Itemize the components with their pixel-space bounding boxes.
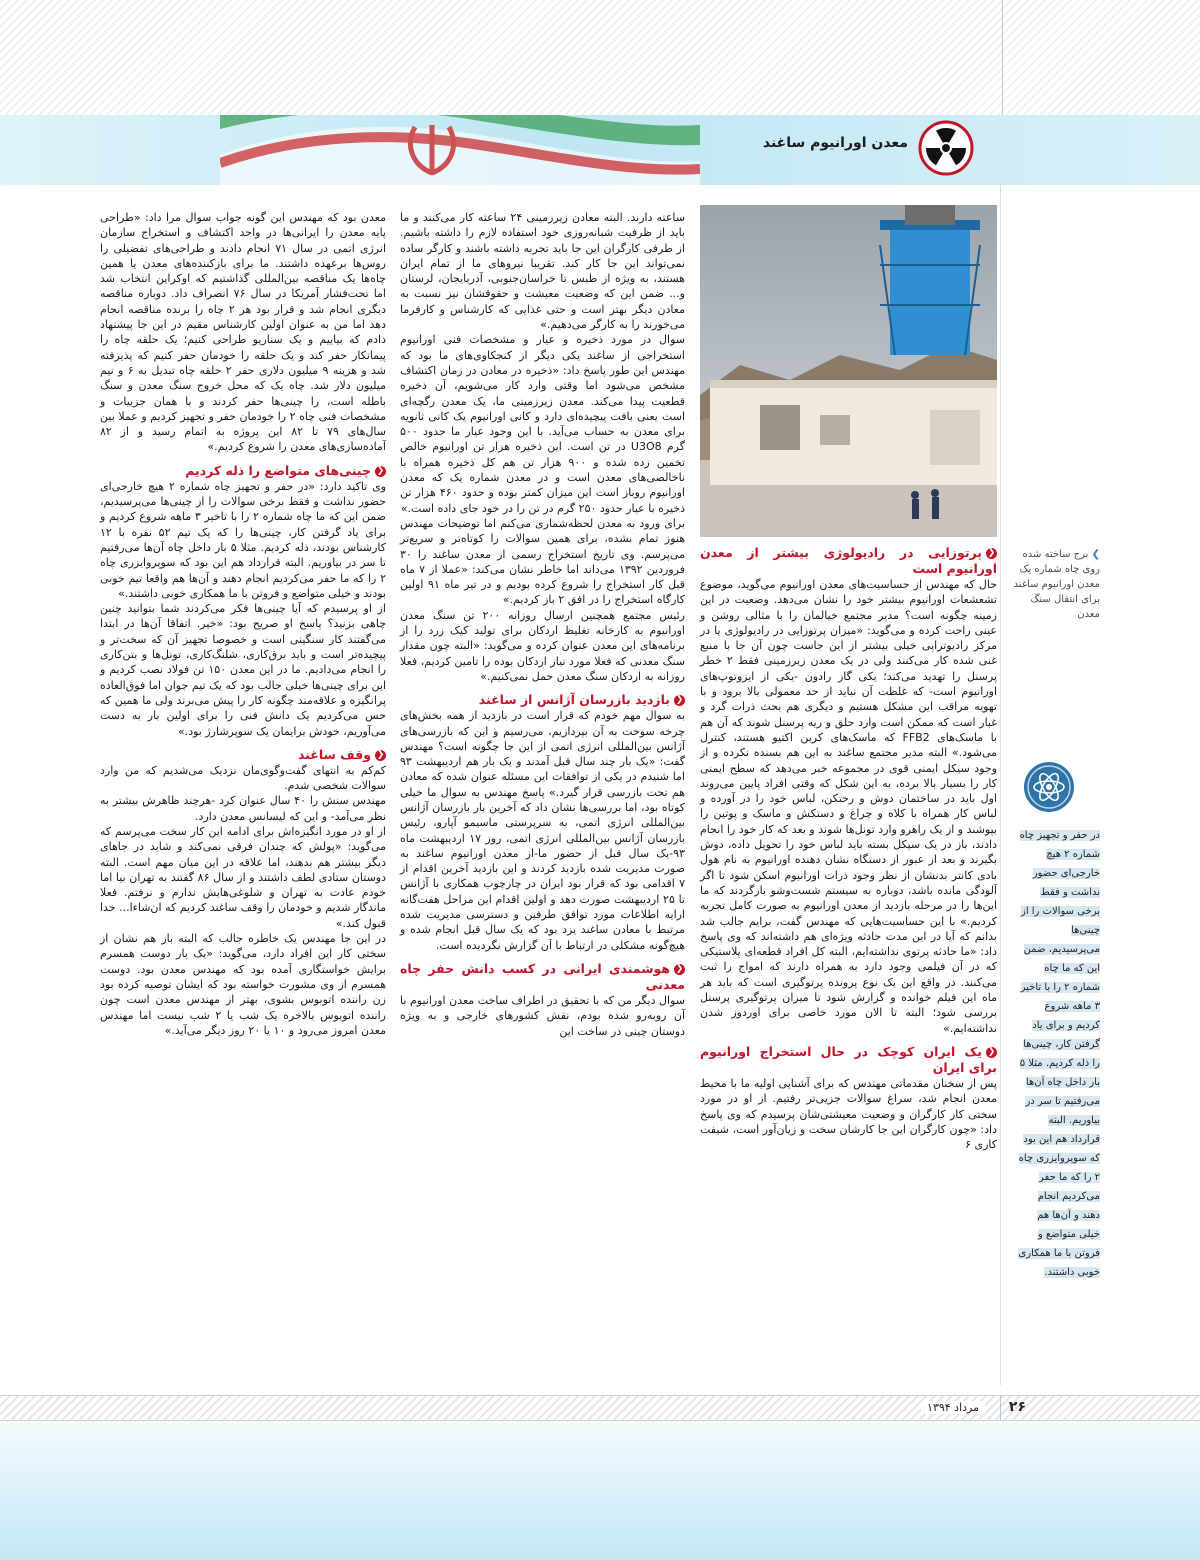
paragraph: مهندس سنش را ۴۰ سال عنوان کرد -هرچند ظاهرش بیشتر به نظر می‌آمد- و این که لیسانس معدن دارد. xyxy=(100,794,386,823)
top-divider xyxy=(1002,0,1003,115)
pull-quote-text: در حفر و تجهیز چاه شماره ۲ هیچ خارجی‌ای حضور نداشت و فقط برخی سوالات را از چینی‌ها می‌پرسیدیم، ضمن این که ما چاه شماره ۲ را با تاخیر ۳ ماهه شروع کردیم و برای یاد گرفتن کار، چینی‌ها را ذله کردیم. مثلا ۵ بار داخل چاه آن‌ها می‌رفتیم تا سر در بیاوریم. البته قرارداد هم این بود که سوپروایزری چاه ۲ را که ما حفر می‌کردیم انجام دهند و آن‌ها هم خیلی متواضع و فروتن با ما همکاری خوبی داشتند. xyxy=(1018,830,1100,1278)
issue-date: مرداد ۱۳۹۴ xyxy=(921,1401,985,1414)
paragraph: برای ورود به معدن لحظه‌شماری می‌کنم اما توضیحات مهندس هنوز تمام نشده، برای همین سوالات را کوتاه‌تر و سریع‌تر می‌پرسم. وی تاریخ استخراج رسمی از معدن ساغند را ۳۰ فروردین ۱۳۹۲ می‌داند اما خاطر نشان می‌کند: «عملا از ۷ ماه قبل کار استخراج را شروع کرده بودیم و در تیر ماه ۹۱ اولین کارگاه استخراج را در افق ۲ باز کردیم.» xyxy=(400,516,685,607)
subheading-text: پرتوزایی در رادیولوژی بیشتر از معدن اورانیوم است xyxy=(700,545,997,576)
photo-caption xyxy=(1010,547,1100,622)
subheading xyxy=(100,747,386,763)
paragraph: در این جا مهندس یک خاطره جالب که البته باز هم نشان از سختی کار این افراد دارد، می‌گوید: «یک بار دوست همسرم برایش خواستگاری آمده بود که مهندس معدن بود. دوست همسرم از وی مشورت خواسته بود که ایشان توصیه کرده بود زن راننده اتوبوس بشوی، بهتر از مهندس معدن است چون راننده اتوبوس بالاخره یک شب یا ۲ شب نیست اما مهندس معدن امروز می‌رود و ۱۰ یا ۲۰ روز دیگر می‌آید.» xyxy=(100,932,386,1037)
paragraph: سوال در مورد ذخیره و عیار و مشخصات فنی اورانیوم استخراجی از ساغند یکی دیگر از کنجکاوی‌های ما بود که مهندس این طور پاسخ داد: «ذخیره در معادن در زمان اکتشاف مشخص می‌شود اما وقتی وارد کار می‌شویم، آن ذخیره قطعیت پیدا می‌کند. معدن زیرزمینی ما، یک معدن رگچه‌ای است یعنی بافت پیچیده‌ای دارد و کانی اورانیوم یک کانی ثانویه برای معدن به حساب می‌آید. با این وجود عیار ما حدود ۵۰۰ گرم U3O8 در تن است. این ذخیره هزار تن اورانیوم خالص تخمین زده شده و ۹۰۰ هزار تن هم کل ذخیره همراه با ناخالصی‌های معدن است و در معدن شماره یک که معدن اورانیوم روباز است این میزان کمتر بوده و حدود ۴۶۰ هزار تن ذخیره با عیار حدود ۲۵۰ گرم در تن را در خود جای داده است.» xyxy=(400,333,685,515)
chevron-left-icon: ❮ xyxy=(675,963,684,974)
paragraph: وی تاکید دارد: «در حفر و تجهیز چاه شماره ۲ هیچ خارجی‌ای حضور نداشت و فقط برخی سوالات را از چینی‌ها می‌پرسیدیم، ضمن این که ما چاه شماره ۲ را با تاخیر ۳ ماهه شروع کردیم و برای یاد گرفتن کار، چینی‌ها را که یک تیم ۵۲ نفره با ۱۲ کارشناس بودند، ذله کردیم. مثلا ۵ بار داخل چاه آن‌ها می‌رفتیم تا سر در بیاوریم. البته قرارداد هم این بود که سوپروایزری چاه ۲ را که ما حفر می‌کردیم انجام دهند و آن‌ها هم واقعا تیم خوبی بودند و خیلی متواضع و فروتن با ما همکاری خوبی داشتند.» xyxy=(100,479,387,600)
subheading xyxy=(700,545,997,577)
section-title: معدن اورانیوم ساغند xyxy=(762,135,908,151)
mine-shaft-tower-photo xyxy=(700,205,997,537)
subheading xyxy=(400,692,685,708)
chevron-left-icon: ❮ xyxy=(376,465,385,476)
chevron-left-icon: ❮ xyxy=(987,548,996,558)
footer-divider xyxy=(1000,1395,1001,1421)
paragraph: به سوال مهم خودم که قرار است در بازدید از همه بخش‌های چرخه سوخت به آن بپردازیم، می‌رسیم و این که بازرسی‌های آژانس بین‌المللی انرژی اتمی از این جا چگونه است؟ مهندس گفت: «یک بار چند سال قبل آمدند و یک بار هم اردیبهشت ۹۳ اما شنیدم در یکی از توافقات این مسئله عنوان شده که معادن هم تحت بازرسی قرار گیرد.» پاسخ مهندس به سوال ما خیلی کوتاه بود، اما بررسی‌ها نشان داد که آخرین بار بازرسان آژانس بین‌المللی انرژی اتمی، به سرپرستی ماسیمو آپارو، رئیس بازرسان آژانس بین‌المللی انرژی اتمی، روز ۱۷ اردیبهشت ماه ۹۳-یک سال قبل از حضور ما-از معدن اورانیوم ساغند به صورت مدیریت شده بازدید کردند و این بازدید آخرین اقدام از ۷ اقدامی بود که قرار بود ایران در چارچوب همکاری با آژانس تا ۲۵ اردیبهشت صورت دهد و اولین اقدام این مراحل هفت‌گانه ارایه اطلاعات مورد توافق طرفین و دسترسی مدیریت شده مرتبط با معادن ساغند یزد بود که یک سال قبل انجام شده و هیچ‌گونه مشکلی در ارتباط با آن گزارش نگردیده است. xyxy=(400,709,685,952)
bottom-gradient xyxy=(0,1421,1200,1560)
paragraph: از او در مورد انگیزه‌اش برای ادامه این کار سخت می‌پرسم که می‌گوید: «پولش که چندان فرقی نمی‌کند و شاید در جاهای دیگر بیشتر هم بدهند، اما علاقه در این میان مهم است. البته دوستان ستادی لطف داشتند و از سال ۸۶ گفتند به تهران بیا اما خودم عادت به تهران و شلوغی‌هایش ندارم و نرفتم. فعلا ماندگار شدیم و خودمان را وقف ساغند کردیم که ان‌شاءا... خدا قبول کند.» xyxy=(100,824,386,930)
paragraph: کم‌کم به انتهای گفت‌وگوی‌مان نزدیک می‌شدیم که من وارد سوالات شخصی شدم. xyxy=(100,763,386,793)
subheading-text: وقف ساغند xyxy=(297,746,371,762)
atom-icon xyxy=(1022,760,1076,814)
chevron-left-icon: ❮ xyxy=(675,695,684,706)
article-column-left xyxy=(100,210,386,1038)
pull-quote xyxy=(1018,826,1100,1282)
article-column-middle xyxy=(400,210,685,1039)
subheading xyxy=(100,463,386,479)
article-column-right xyxy=(700,545,997,1152)
paragraph: پس از سخنان مقدماتی مهندس که برای آشنایی اولیه ما با محیط معدن انجام شد، سراغ سوالات جزیی‌تر رفتیم. از او در مورد سختی کار کارگران و وضعیت معیشتی‌شان پرسیدم که وی پاسخ داد: «چون کارگران این جا کارشان سخت و زیان‌آور است، شیفت کاری ۶ xyxy=(700,1076,997,1152)
subheading-text: یک ایران کوچک در حال استخراج اورانیوم برای ایران xyxy=(700,1043,997,1075)
page-number: ۲۶ xyxy=(1008,1399,1026,1415)
subheading-text: بازدید بازرسان آژانس از ساغند xyxy=(478,692,670,708)
paragraph: رئیس مجتمع همچنین ارسال روزانه ۲۰۰ تن سنگ معدن اورانیوم به کارخانه تغلیظ اردکان برای تولید کیک زرد را از برنامه‌های این معدن عنوان کرده و می‌گوید: «البته چون مقدار سنگ معدنی که فعلا مورد نیاز اردکان بوده را تامین کردیم، فعلا روزانه به اردکان سنگ معدن حمل نمی‌کنیم.» xyxy=(400,608,685,683)
iran-flag-graphic xyxy=(220,115,700,185)
paragraph: از او پرسیدم که آیا چینی‌ها فکر می‌کردند شما بتوانید چنین چاهی بزنید؟ پاسخ او صریح بود: «خیر. اتفاقا آن‌ها در ابتدا می‌گفتند کار سنگینی است و خصوصا تجهیز آن که سخت‌تر و پیچیده‌تر است و باید برق‌کاری، شلنگ‌کاری، تونل‌ها و بتن‌کاری را انجام می‌دادیم. ما در این معدن ۱۵۰ تن فولاد نصب کردیم و این برای چینی‌ها خیلی جالب بود که یک تیم جوان اما فوق‌العاده پرانگیزه و علاقه‌مند چگونه کار را پیش می‌برند ولی ما همین که حس می‌کردیم یک دانش فنی را برای اولین بار به دست می‌آوریم، خودش برایمان یک سوپرشارژ بود.» xyxy=(100,602,387,738)
subheading xyxy=(400,961,685,993)
subheading-text: هوشمندی ایرانی در کسب دانش حفر چاه معدنی xyxy=(400,960,685,992)
top-pattern xyxy=(0,0,1200,115)
column-divider xyxy=(1000,185,1001,1385)
paragraph: سوال دیگر من که با تحقیق در اطراف ساخت معدن اورانیوم با آن روبه‌رو شده بودم، نقش کشورهای خارجی و به ویژه دوستان چینی در ساخت این xyxy=(400,993,685,1038)
chevron-left-icon: ❮ xyxy=(376,749,385,760)
chevron-left-icon: ❮ xyxy=(987,1046,996,1057)
paragraph: حال که مهندس از حساسیت‌های معدن اورانیوم می‌گوید، موضوع تشعشعات اورانیوم بیشتر خود را نشان می‌دهد. وضعیت در این زمینه چگونه است؟ مدیر مجتمع خیالمان را با مثالی روشن و عینی راحت کرده و می‌گوید: «میزان پرتوزایی در رادیولوژی یا در مرکز رادیوتراپی خیلی بیشتر از این جاست چون آن جا با منبع غنی شده کار می‌کنند ولی در یک معدن زیرزمینی فقط ۲ خطر پرسنل را تهدید می‌کند؛ یکی گاز رادون -یکی از ایزوتوپ‌های اورانیوم است- که غلظت آن نباید از حد معمولی بالا برود و با تهویه مراقب این مشکل هستیم و دیگری هم بحث ذرات گرد و غبار است که ممکن است وارد حلق و ریه پرسنل شوند که آن هم با ماسک‌های FFB2 که ماسک‌های کربن اکتیو هستند، کنترل می‌شود.» البته مدیر مجتمع ساغند به این هم بسنده نکرده و از وجود سیکل ایمنی قوی در مجموعه خبر می‌دهد که سطح ایمنی کار را بسیار بالا برده، به این شکل که وقتی افراد پایین می‌روند اول باید در ساختمان دوش و رختکن، لباس خود را در آورده و لباس کار همراه با کلاه و چراغ و دستکش و ماسک و پوتین را بپوشند و از یک راهرو وارد تونل‌ها شوند و بعد که کار خود را انجام دادند، باز در یک سیکل بسته باید لباس خود را تحویل داده، دوش بگیرند و بعد از عبور از دستگاه نشان دهنده اورانیوم به نام هول بادی کانتر بدنشان از نظر وجود ذرات اورانیوم اسکن شود تا اگر آلودگی مانده باشد، دوباره به سیستم شست‌وشو بازگردند که ما این‌ها را در مرحله بازدید از معدن اورانیوم به صورت کامل تجربه کردیم.» با این حساسیت‌هایی که مهندس گفت، برایم جالب شد بدانم که آیا در این مدت حادثه ویژه‌ای هم داشته‌اند که وی پاسخ داد: «ما حادثه پرتوی نداشته‌ایم، البته کل افراد قطعه‌ای پلاستیکی که در آن فیلمی وجود دارد به همراه دارند که امواج را ثبت می‌کنند. در واقع این یک نوع پرونده پرتوگیری است که باید هر ماه این فیلم خوانده و گزارش شود تا میزان پرتوگیری پرسنل بررسی شود؛ البته تا الان مورد خاصی برای اوردوز شدن نداشته‌ایم.» xyxy=(700,578,998,1035)
paragraph: ساعته دارند. البته معادن زیرزمینی ۲۴ ساعته کار می‌کنند و ما باید از ظرفیت شبانه‌روزی خود استفاده لازم را داشته باشیم. از طرفی کارگران این جا باید تجربه داشته باشند و کارگر ساده نمی‌تواند این جا کار کند. تقریبا نیروهای ما از تمام ایران هستند، به ویژه از طبس تا خراسان‌جنوبی، آذربایجان، لرستان و... ضمن این که وضعیت معیشت و حقوقشان نیز نسبت به معادن دیگر بهتر است و حتی غذایی که کارشناس و کارفرما می‌خورند را به کارگر می‌دهیم.» xyxy=(400,211,685,332)
paragraph: معدن بود که مهندس این گونه جواب سوال مرا داد: «طراحی پایه معدن را ایرانی‌ها در واحد اکتشاف و استخراج سازمان انرژی اتمی در سال ۷۱ انجام دادند و طراحی‌های تفضیلی را روس‌ها برعهده داشتند. ما برای بازکننده‌های معدن یا همین چاه‌ها یک مناقصه بین‌المللی گذاشتیم که اوکراین انتخاب شد اما تحت‌فشار آمریکا در سال ۷۶ انصراف داد. دوباره مناقصه دیگری انجام شد و قرار بود هر ۲ چاه را برنده مناقصه انجام دهد اما من به عنوان اولین کارشناس مقیم در این جا پیشنهاد دادم که بیاییم و یک سناریو طراحی کنیم؛ یک حلقه چاه را پیمانکار حفر کند و یک حلقه را خودمان حفر کنیم که پذیرفته شد و هزینه ۹ میلیون دلاری حفر ۲ حلقه چاه تبدیل به ۶ و نیم میلیون دلار شد. چاه یک که محل خروج سنگ معدن و سنگ باطله است، را چینی‌ها حفر کردند و با همان جزییات و مشخصات فنی چاه ۲ را خودمان حفر و تجهیز کردیم و عملا بین سال‌های ۷۹ تا ۸۲ این پروژه به اتمام رسید و از ۸۲ آماده‌سازی‌های معدن را شروع کردیم.» xyxy=(100,211,387,454)
subheading xyxy=(700,1044,997,1076)
caption-arrow-icon: ❯ xyxy=(1091,549,1100,560)
photo-caption-text: برج ساخته شده روی چاه شماره یک معدن اورانیوم ساغند برای انتقال سنگ معدن xyxy=(1013,549,1100,620)
subheading-text: چینی‌های متواضع را ذله کردیم xyxy=(185,462,371,478)
radiation-icon xyxy=(918,120,974,176)
